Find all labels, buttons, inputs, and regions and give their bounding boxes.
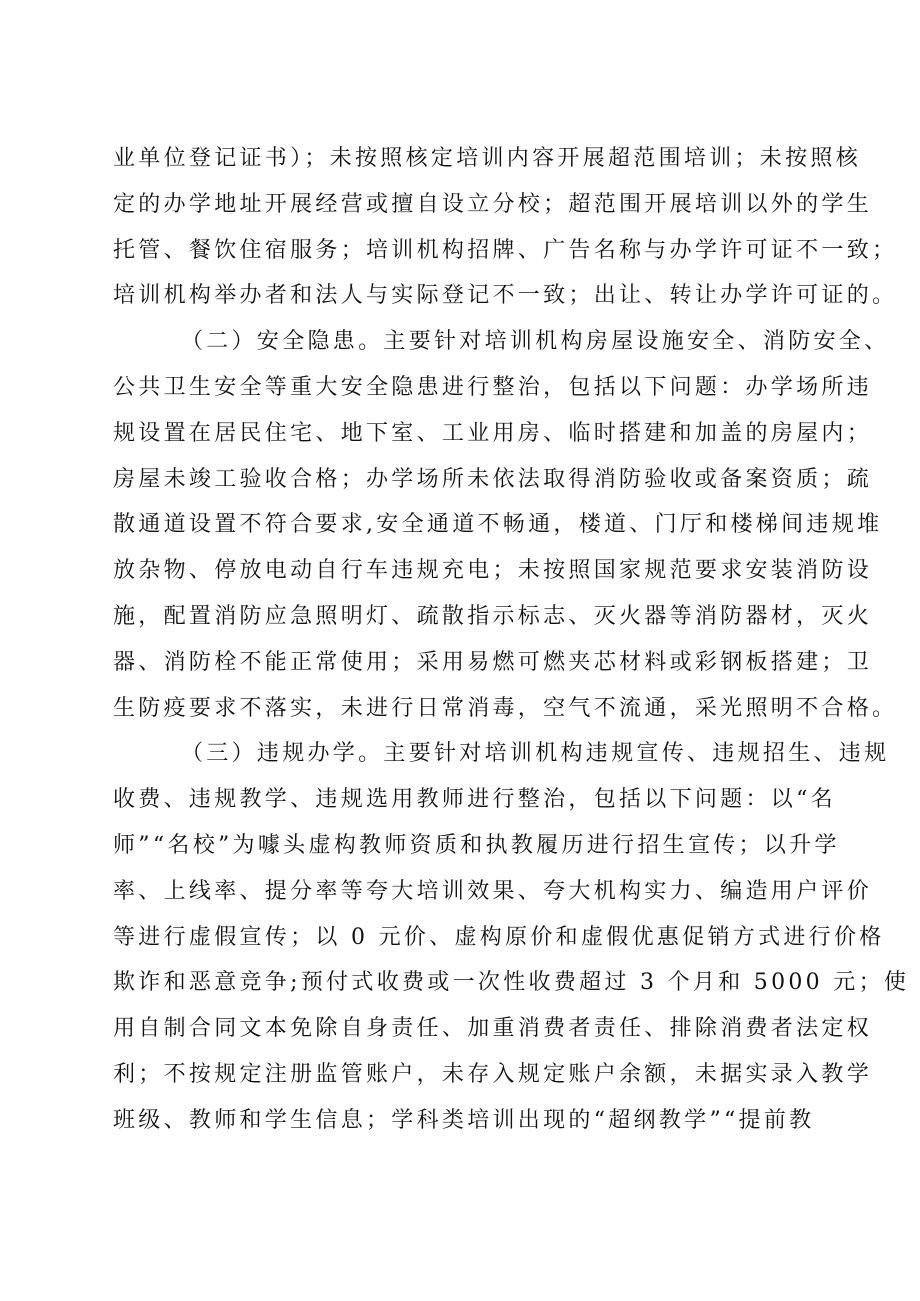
text-line: 生防疫要求不落实，未进行日常消毒，空气不流通，采光照明不合格。 bbox=[113, 695, 898, 721]
section-heading-line: （二）安全隐患。主要针对培训机构房屋设施安全、消防安全、 bbox=[181, 329, 890, 355]
text-line: 业单位登记证书）；未按照核定培训内容开展超范围培训；未按照核 bbox=[113, 146, 862, 171]
text-line: 规设置在居民住宅、地下室、工业用房、临时搭建和加盖的房屋内； bbox=[113, 420, 873, 446]
section-heading-line: （三）违规办学。主要针对培训机构违规宣传、违规招生、违规 bbox=[181, 741, 890, 767]
text-line: 率、上线率、提分率等夸大培训效果、夸大机构实力、编造用户评价 bbox=[113, 878, 873, 904]
text-line: 公共卫生安全等重大安全隐患进行整治，包括以下问题：办学场所违 bbox=[113, 374, 873, 400]
text-line: 等进行虚假宣传；以 0 元价、虚构原价和虚假优惠促销方式进行价格 bbox=[113, 924, 885, 950]
text-line: 器、消防栓不能正常使用；采用易燃可燃夹芯材料或彩钢板搭建；卫 bbox=[113, 649, 873, 675]
text-line: 师”“名校”为噱头虚构教师资质和执教履历进行招生宣传；以升学 bbox=[113, 832, 840, 858]
text-line: 房屋未竣工验收合格；办学场所未依法取得消防验收或备案资质；疏 bbox=[113, 466, 873, 492]
document-body bbox=[113, 136, 910, 1144]
text-line: 托管、餐饮住宿服务；培训机构招牌、广告名称与办学许可证不一致； bbox=[113, 237, 898, 263]
text-line: 欺诈和恶意竞争;预付式收费或一次性收费超过 3 个月和 5000 元；使 bbox=[113, 970, 910, 996]
text-line: 用自制合同文本免除自身责任、加重消费者责任、排除消费者法定权 bbox=[113, 1016, 873, 1042]
text-line: 收费、违规教学、违规选用教师进行整治，包括以下问题：以“名 bbox=[113, 787, 836, 813]
text-line: 施，配置消防应急照明灯、疏散指示标志、灭火器等消防器材，灭火 bbox=[113, 603, 873, 629]
text-line: 班级、教师和学生信息；学科类培训出现的“超纲教学”“提前教 bbox=[113, 1107, 815, 1133]
text-line: 利；不按规定注册监管账户，未存入规定账户余额，未据实录入教学 bbox=[113, 1061, 873, 1087]
text-line: 培训机构举办者和法人与实际登记不一致；出让、转让办学许可证的。 bbox=[113, 283, 898, 309]
text-line: 放杂物、停放电动自行车违规充电；未按照国家规范要求安装消防设 bbox=[113, 558, 873, 584]
text-line: 散通道设置不符合要求,安全通道不畅通，楼道、门厅和楼梯间违规堆 bbox=[113, 512, 883, 538]
text-line: 定的办学地址开展经营或擅自设立分校；超范围开展培训以外的学生 bbox=[113, 191, 873, 217]
